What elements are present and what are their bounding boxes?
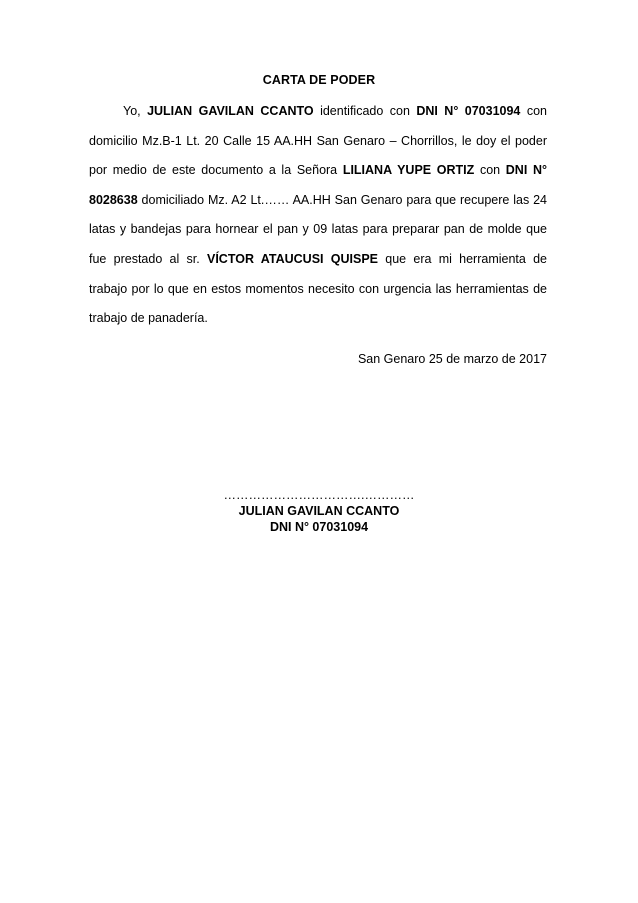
paragraph-text-4: con — [474, 163, 506, 178]
paragraph-text-2: identificado con — [313, 104, 417, 118]
grantee-name: LILIANA YUPE ORTIZ — [342, 163, 475, 178]
grantee-dni: DNI N° 8028638 — [89, 163, 547, 207]
grantor-name: JULIAN GAVILAN CCANTO — [147, 104, 314, 118]
signature-block — [219, 487, 419, 535]
signature-dni: DNI N° 07031094 — [269, 520, 369, 534]
paragraph-text-5: domiciliado Mz. A2 Lt.…… AA.HH San Genaro para que recupere las 24 latas y bandejas para hornear el pan y 09 latas para preparar pan de molde que fue prestado al sr. — [89, 192, 547, 266]
paragraph-text-3: con domicilio Mz.B-1 Lt. 20 Calle 15 AA.HH San Genaro – Chorrillos, le doy el poder por medio de este documento a la Señora — [89, 104, 547, 178]
document-title: CARTA DE PODER — [262, 73, 376, 87]
signature-name: JULIAN GAVILAN CCANTO — [238, 504, 400, 518]
paragraph-text-1: Yo, — [123, 104, 148, 118]
date-line: San Genaro 25 de marzo de 2017 — [357, 352, 547, 366]
paragraph-text-6: que era mi herramienta de trabajo por lo que en estos momentos necesito con urgencia las herramientas de trabajo de panadería. — [89, 251, 547, 326]
signature-line: …………………………….………… — [223, 488, 415, 502]
grantor-dni: DNI N° 07031094 — [416, 104, 521, 118]
lender-name: VÍCTOR ATAUCUSI QUISPE — [206, 251, 378, 266]
body-paragraph — [89, 97, 547, 334]
